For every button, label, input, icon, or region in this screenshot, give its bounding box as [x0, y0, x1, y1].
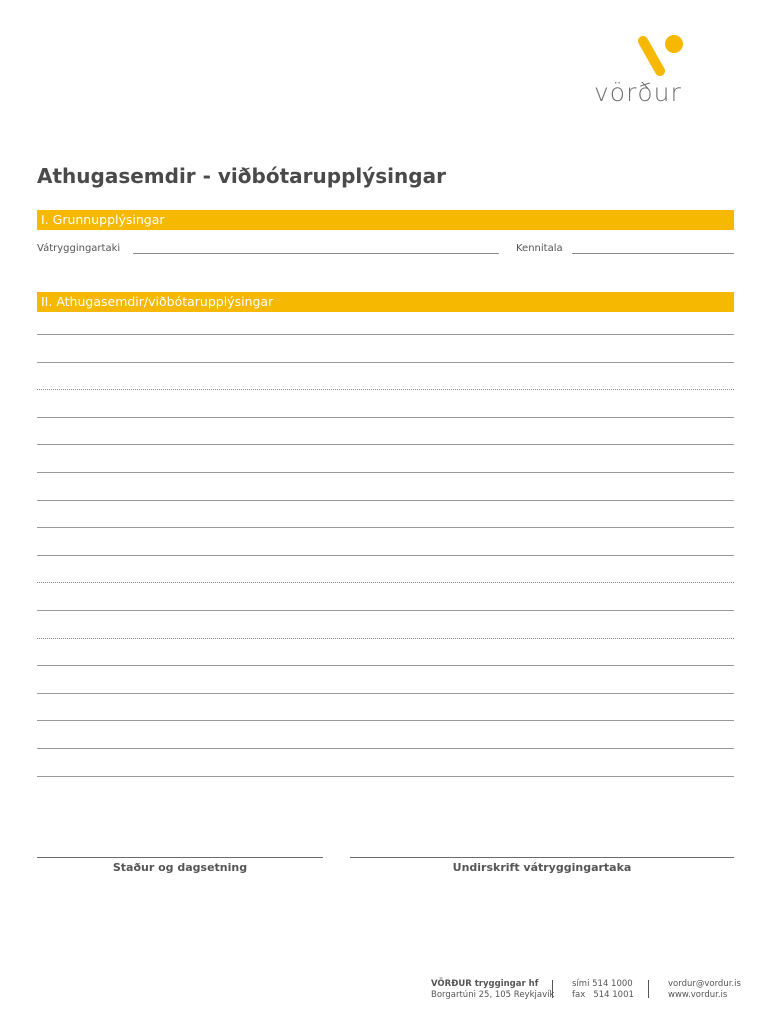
- section-heading-comments: II. Athugasemdir/viðbótarupplýsingar: [37, 292, 734, 312]
- footer-web: [668, 979, 741, 1001]
- section-heading-basic-info: I. Grunnupplýsingar: [37, 210, 734, 230]
- comment-line[interactable]: [37, 748, 734, 749]
- footer-divider: [648, 980, 649, 998]
- comment-line[interactable]: [37, 555, 734, 556]
- place-date-label: Staður og dagsetning: [112, 861, 248, 874]
- signature-line[interactable]: [350, 857, 734, 858]
- logo-wordmark: vörður: [594, 78, 682, 107]
- comment-line[interactable]: [37, 638, 734, 639]
- footer-company-suffix: tryggingar hf: [471, 979, 539, 989]
- comment-line[interactable]: [37, 665, 734, 666]
- signature-label: Undirskrift vátryggingartaka: [452, 861, 632, 874]
- comment-line[interactable]: [37, 527, 734, 528]
- comment-line[interactable]: [37, 362, 734, 363]
- footer-contact: [572, 979, 634, 1001]
- comment-line[interactable]: [37, 334, 734, 335]
- comment-line[interactable]: [37, 610, 734, 611]
- v-mark-icon: [594, 34, 728, 78]
- comment-line[interactable]: [37, 444, 734, 445]
- comment-line[interactable]: [37, 417, 734, 418]
- footer-company-brand: VÖRÐUR: [431, 979, 472, 989]
- footer-divider: [552, 980, 553, 998]
- comment-line[interactable]: [37, 776, 734, 777]
- footer-phone: sími 514 1000: [572, 979, 633, 989]
- page-title: Athugasemdir - viðbótarupplýsingar: [37, 164, 446, 188]
- footer-company-name: [431, 979, 554, 990]
- company-logo: [594, 34, 728, 108]
- insured-label: Vátryggingartaki: [37, 243, 121, 254]
- footer-address: Borgartúni 25, 105 Reykjavík: [431, 990, 555, 1000]
- comment-line[interactable]: [37, 693, 734, 694]
- place-date-line[interactable]: [37, 857, 323, 858]
- comment-line[interactable]: [37, 500, 734, 501]
- comment-line[interactable]: [37, 582, 734, 583]
- comment-line[interactable]: [37, 472, 734, 473]
- footer-company: [431, 979, 554, 1001]
- insured-input-line[interactable]: [133, 253, 499, 254]
- id-number-label: Kennitala: [516, 243, 563, 254]
- id-number-input-line[interactable]: [572, 253, 734, 254]
- comment-line[interactable]: [37, 389, 734, 390]
- footer-website[interactable]: www.vordur.is: [668, 990, 728, 1000]
- footer-email[interactable]: vordur@vordur.is: [668, 979, 741, 989]
- footer-fax: fax 514 1001: [572, 990, 634, 1000]
- comment-line[interactable]: [37, 720, 734, 721]
